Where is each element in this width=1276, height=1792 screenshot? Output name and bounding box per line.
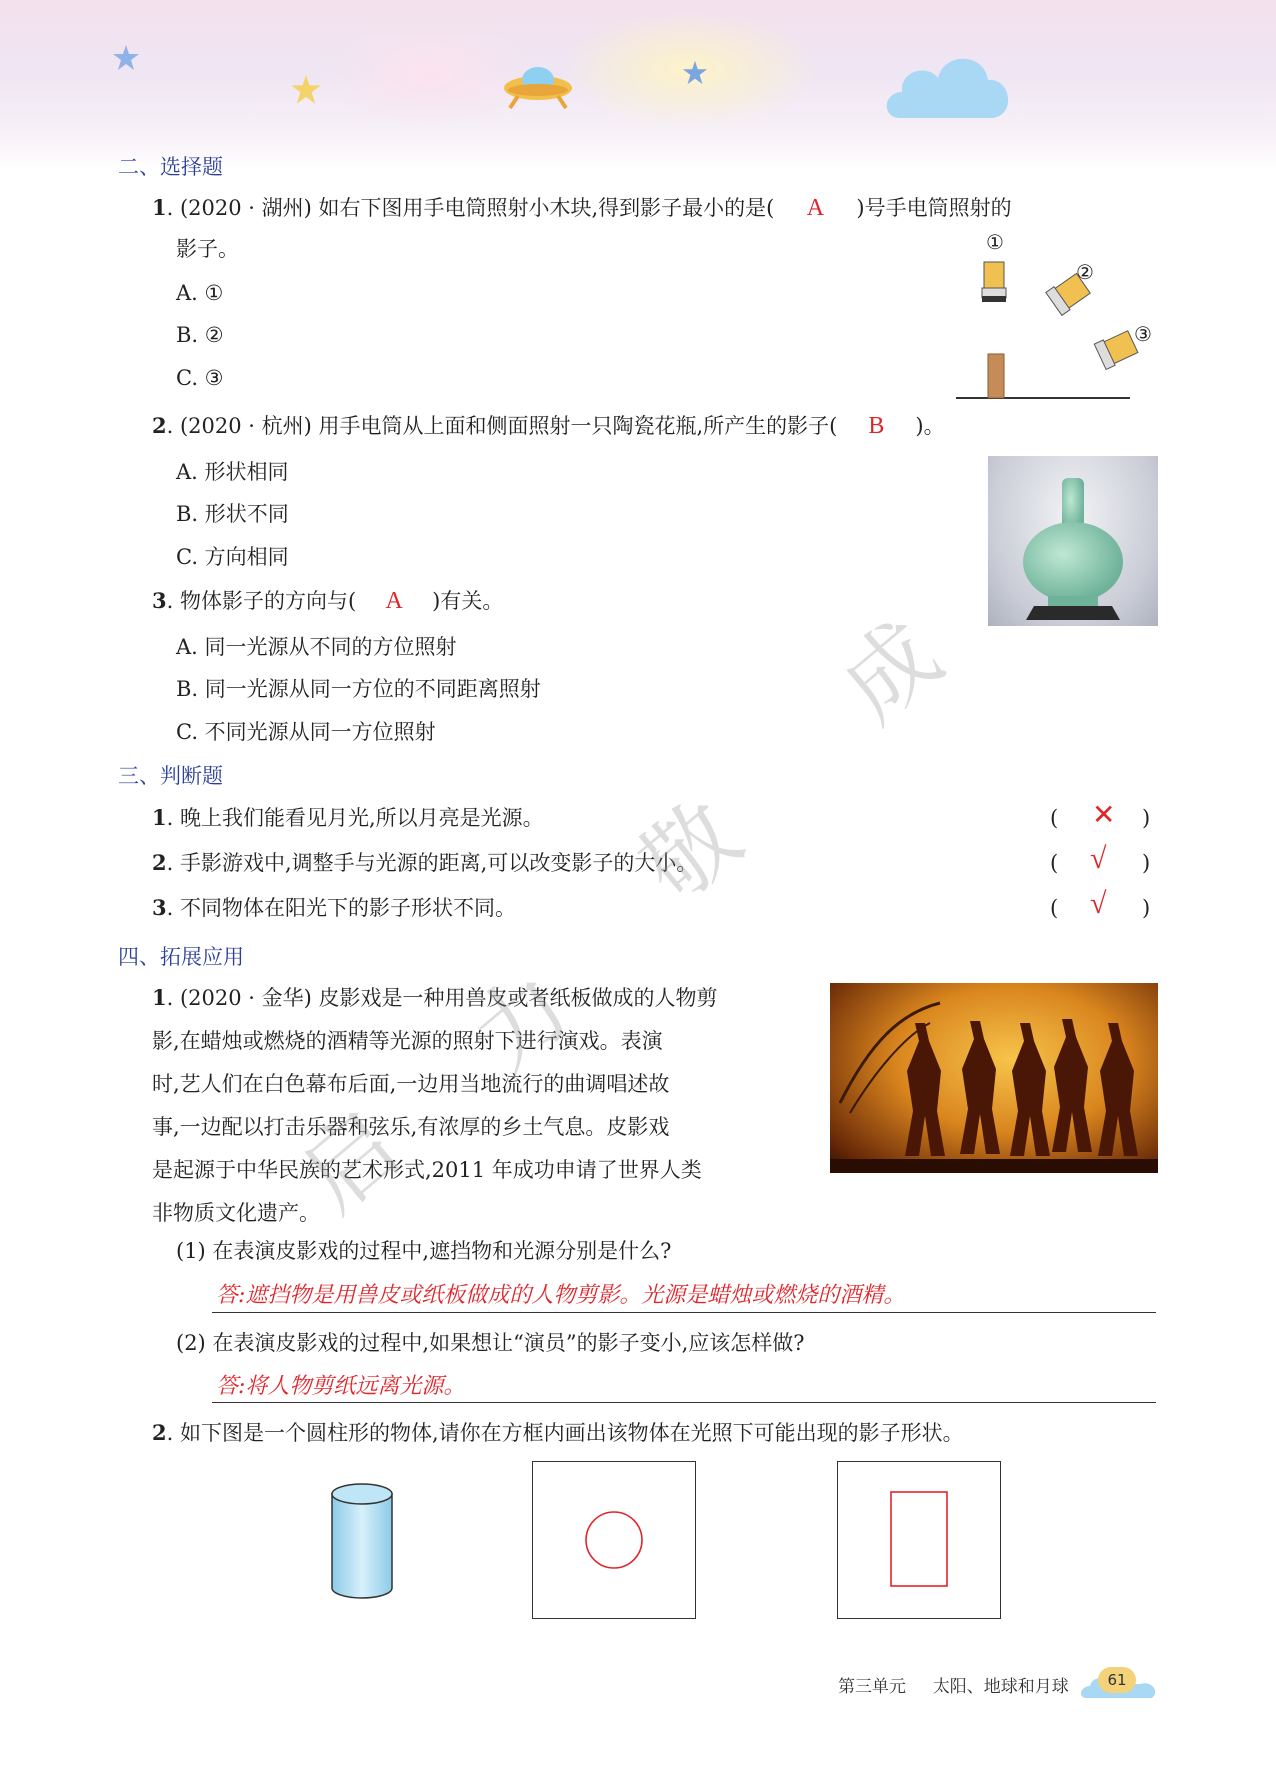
section-heading-apply: 四、拓展应用	[118, 945, 244, 969]
question-number: 3	[152, 588, 167, 613]
watermark-char: 敬	[621, 781, 761, 923]
answer-box-circle	[532, 1461, 696, 1619]
question-number: 1	[152, 195, 167, 220]
question-3	[152, 586, 503, 616]
check-mark: √	[1090, 887, 1107, 920]
judge-question-1	[152, 803, 544, 833]
paragraph-line: 非物质文化遗产。	[152, 1201, 320, 1225]
page-footer	[838, 1672, 1069, 1697]
question-text: . (2020 · 杭州) 用手电筒从上面和侧面照射一只陶瓷花瓶,所产生的影子(	[166, 414, 838, 438]
vase-photo	[988, 456, 1158, 626]
footer-title: 太阳、地球和月球	[932, 1677, 1069, 1697]
answer-line	[212, 1402, 1156, 1403]
ufo-icon	[498, 56, 578, 112]
star-icon	[682, 60, 708, 86]
question-number: 1	[152, 805, 167, 830]
question-number: 1	[152, 985, 167, 1010]
flashlight-label-1: ①	[986, 230, 1004, 254]
section-heading-choice: 二、选择题	[118, 155, 223, 179]
option-b: B. ②	[176, 323, 224, 347]
question-text: . 手影游戏中,调整手与光源的距离,可以改变影子的大小。	[166, 851, 698, 875]
option-c: C. 不同光源从同一方位照射	[176, 720, 436, 744]
flashlight-diagram	[950, 232, 1150, 402]
answer-blank	[837, 411, 915, 441]
question-text: )。	[915, 414, 945, 438]
sub-question-1: (1) 在表演皮影戏的过程中,遮挡物和光源分别是什么?	[176, 1239, 672, 1263]
option-b: B. 形状不同	[176, 502, 289, 526]
flashlight-label-2: ②	[1076, 260, 1094, 284]
judge-question-2	[152, 848, 697, 878]
shadow-puppets-image	[830, 983, 1158, 1173]
option-a: A. 同一光源从不同的方位照射	[176, 635, 457, 659]
handwritten-answer-1: 答:遮挡物是用兽皮或纸板做成的人物剪影。光源是蜡烛或燃烧的酒精。	[216, 1283, 906, 1308]
answer-value: B	[868, 413, 885, 439]
answer-value: A	[385, 588, 403, 614]
star-icon	[290, 74, 322, 106]
paragraph-line: 是起源于中华民族的艺术形式,2011 年成功申请了世界人类	[152, 1158, 702, 1182]
question-number: 3	[152, 895, 167, 920]
question-1	[152, 193, 1012, 223]
judge-question-3	[152, 893, 516, 923]
answer-value: A	[806, 195, 825, 221]
question-text: . (2020 · 湖州) 如右下图用手电筒照射小木块,得到影子最小的是(	[166, 196, 775, 220]
vase-image	[988, 456, 1158, 626]
question-2	[152, 411, 945, 441]
cylinder-figure	[328, 1482, 396, 1602]
question-text-line2: 影子。	[176, 237, 239, 261]
answer-blank	[774, 193, 856, 223]
check-mark: √	[1090, 842, 1107, 875]
watermark-char: 启	[281, 1091, 421, 1233]
question-number: 2	[152, 413, 167, 438]
answer-box-rectangle	[837, 1461, 1001, 1619]
question-text: . 晚上我们能看见月光,所以月亮是光源。	[166, 806, 544, 830]
page-number: 61	[1098, 1667, 1136, 1693]
question-text: )有关。	[432, 589, 504, 613]
footer-unit: 第三单元	[838, 1677, 906, 1697]
circle-shadow-drawing	[533, 1462, 695, 1618]
rectangle-shadow-drawing	[838, 1462, 1000, 1618]
question-text: . 不同物体在阳光下的影子形状不同。	[166, 896, 516, 920]
option-a: A. 形状相同	[176, 460, 289, 484]
option-a: A. ①	[176, 281, 224, 305]
star-icon	[112, 44, 140, 72]
paragraph-line: 时,艺人们在白色幕布后面,一边用当地流行的曲调唱述故	[152, 1072, 670, 1096]
cloud-icon	[880, 38, 1020, 130]
paragraph-line: 事,一边配以打击乐器和弦乐,有浓厚的乡土气息。皮影戏	[152, 1115, 670, 1139]
answer-blank	[356, 586, 432, 616]
sub-question-2: (2) 在表演皮影戏的过程中,如果想让“演员”的影子变小,应该怎样做?	[176, 1331, 805, 1355]
watermark-char: 成	[821, 601, 961, 743]
header-banner	[0, 0, 1276, 170]
flashlight-label-3: ③	[1134, 322, 1152, 346]
question-number: 2	[152, 1420, 167, 1445]
shadow-play-photo	[830, 983, 1158, 1173]
answer-line	[212, 1312, 1156, 1313]
option-b: B. 同一光源从同一方位的不同距离照射	[176, 677, 541, 701]
question-text: )号手电筒照射的	[856, 196, 1012, 220]
paragraph-line: . (2020 · 金华) 皮影戏是一种用兽皮或者纸板做成的人物剪	[166, 986, 718, 1010]
question-text: . 如下图是一个圆柱形的物体,请你在方框内画出该物体在光照下可能出现的影子形状。	[166, 1421, 964, 1445]
handwritten-answer-2: 答:将人物剪纸远离光源。	[216, 1374, 466, 1399]
flashlight-figure	[950, 232, 1150, 402]
option-c: C. 方向相同	[176, 545, 289, 569]
paragraph-line: 影,在蜡烛或燃烧的酒精等光源的照射下进行演戏。表演	[152, 1029, 663, 1053]
apply-question-2	[152, 1418, 964, 1448]
section-heading-judge: 三、判断题	[118, 764, 223, 788]
question-text: . 物体影子的方向与(	[166, 589, 357, 613]
watermark-char: 力	[451, 951, 591, 1093]
question-number: 2	[152, 850, 167, 875]
option-c: C. ③	[176, 366, 224, 390]
cross-mark: ✕	[1092, 800, 1116, 831]
